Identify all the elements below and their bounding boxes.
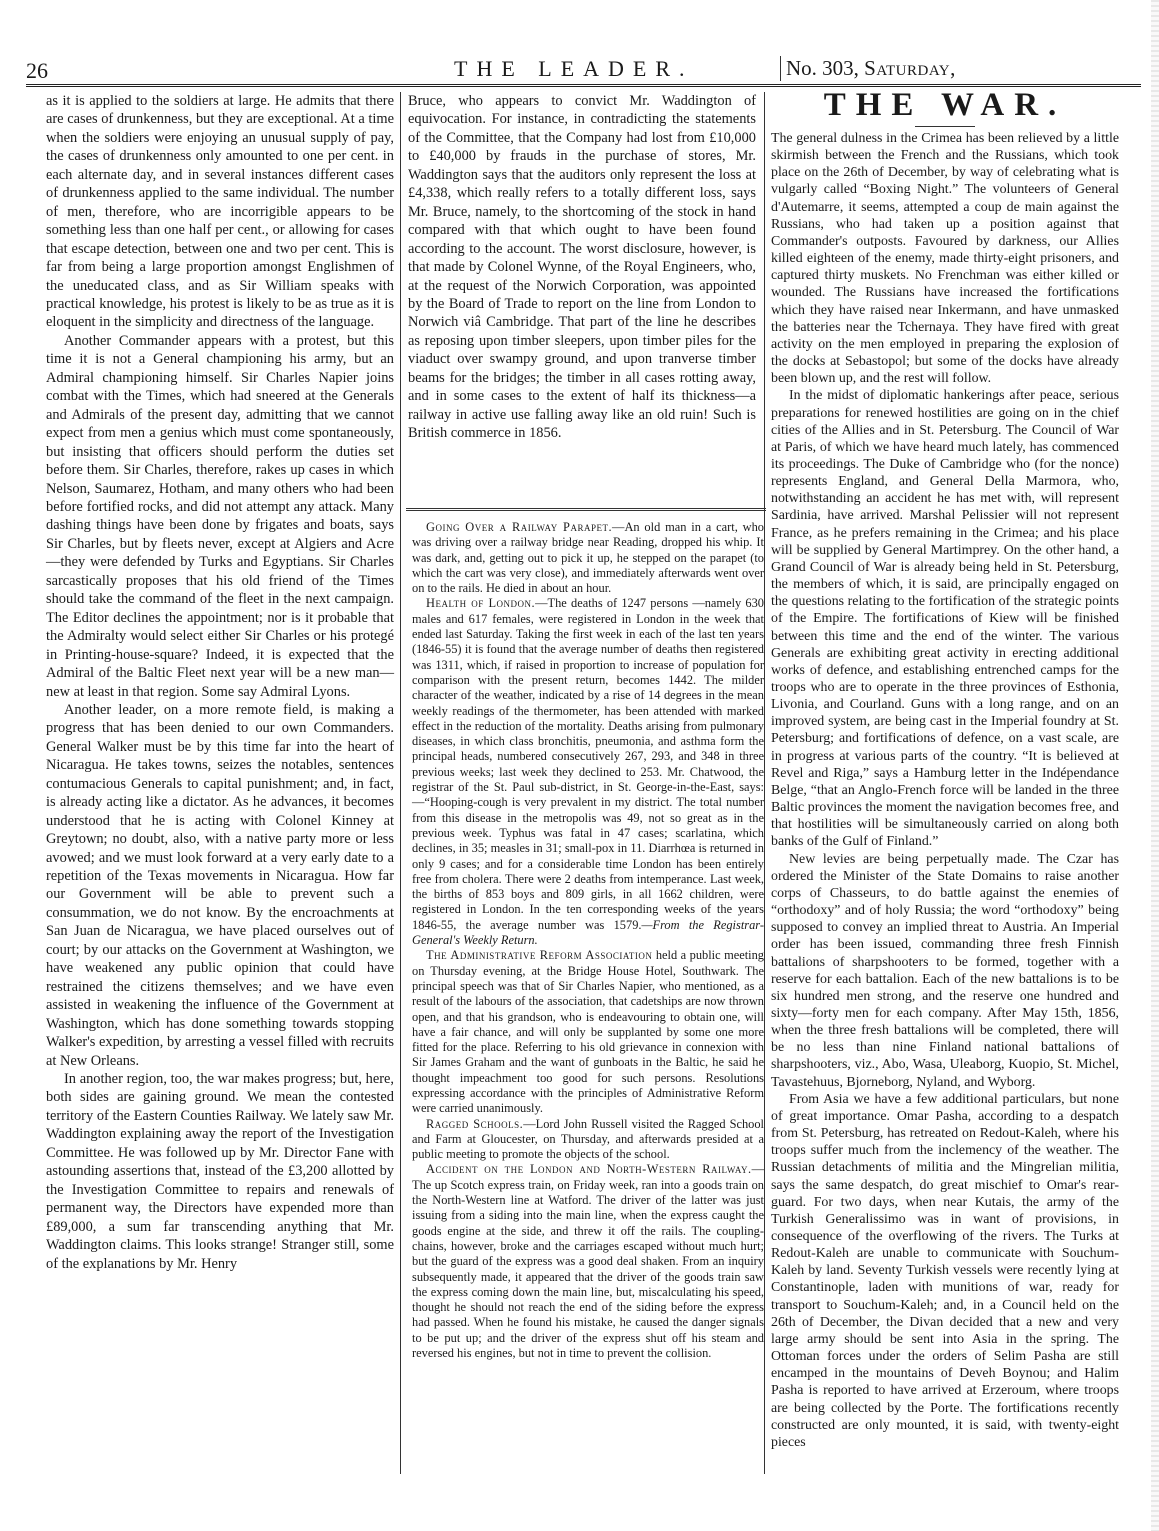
news-item-text: —Lord John Russell visited the Ragged School and Farm at Gloucester, on Thursday, and afterwards presided at a public meeting to promote the objects of the school. — [412, 1116, 764, 1162]
war-body — [771, 130, 1119, 1451]
news-item-text: —The up Scotch express train, on Friday week, ran into a goods train on the North-Western line at Watford. The driver of the latter was just issuing from a siding into the main line, when the express caught the goods engine at the side, and threw it off the rails. The coupling-chains, however, broke and the carriages escaped without much hurt; but the guard of the express was a good deal shaken. From an inquiry subsequently made, it appeared that the driver of the goods train saw the express coming down the main line, but, miscalculating his speed, thought he should not reach the end of the siding before the express had passed. When he found his mistake, he caused the danger signals to be put up; and the driver of the express shut off his steam and reversed his engines, but not in time to prevent the collision. — [412, 1162, 764, 1361]
scan-edge-artifact — [1151, 0, 1159, 1531]
news-item — [412, 1162, 764, 1361]
news-notes — [412, 520, 764, 1361]
news-item — [412, 1117, 764, 1163]
news-item-text: —The deaths of 1247 persons —namely 630 males and 617 females, were registered in London in the week that ended last Saturday. Taking the first week in each of the last ten years (1846-55) it is found that the average number of deaths then registered was 1311, which, if raised in proportion to increase of population for comparison with the present return, becomes 1442. The milder character of the weather, indicated by a rise of 14 degrees in the mean weekly readings of the thermometer, has been attended with marked effect in the reduction of the mortality. Deaths arising from pulmonary diseases, in which class bronchitis, pneumonia, and asthma form the principal heads, numbered consecutively 267, 293, and 348 in three previous weeks; last week they declined to 253. Mr. Chatwood, the registrar of the St. Paul sub-district, in St. George-in-the-East, says:—“Hooping-cough is very prevalent in my district. The total number from this disease in the metropolis was 49, not so great as in the previous week. Typhus was fatal in 47 cases; scarlatina, which declines, in 35; measles in 31; small-pox in 11. Diarrhœa is returned in only 9 cases; and for a considerable time London has been entirely free from cholera. There were 2 deaths from intemperance. Last week, the births of 853 boys and 809 girls, in all 1662 children, were registered in London. In the ten corresponding weeks of the years 1846-55, the average number was 1579. — [412, 596, 764, 932]
article-paragraph: In another region, too, the war makes progress; but, here, both sides are gaining ground. We mean the contested territory of the Eastern Counties Railway. We lately saw Mr. Waddington explaining away the report of the Investigation Committee. He was followed up by Mr. Director Fane with astounding assertions that, instead of the £3,200 allotted by the Investigation Committee to repairs and renewals of permanent way, the Directors have expended more than £89,000, a sum far transcending anything that Mr. Waddington claims. This looks strange! Stranger still, some of the explanations by Mr. Henry — [46, 1071, 394, 1272]
column-editorial — [46, 92, 394, 1273]
article-paragraph: Another Commander appears with a protest, but this time it is not a General championing his army, but an Admiral championing himself. Sir Charles Napier joins combat with the Times, which had sneered at the Generals and Admirals of the present day, admitting that we cannot expect from men a genius which must come spontaneously, but insisting that officers should perform the duties set before them. Sir Charles, therefore, rakes up cases in which Nelson, Saumarez, Hotham, and many others who had been before fortified rocks, and did not attempt any attack. Many dashing things have been done by frigates and boats, says Sir Charles, but by fleets never, except at Algiers and Acre—they were defended by Turks and Egyptians. Sir Charles sarcastically proposes that his old friend of the Times should take the command of the fleet in the next campaign. The Editor declines the appointment; nor is it probable that the Admiralty would select either Sir Charles or his protegé in Printing-house-square? Indeed, it is expected that the Admiral of the Baltic Fleet next year will be a new man—new at least in that region. Some say Admiral Lyons. — [46, 332, 394, 700]
column-the-war — [771, 87, 1119, 1451]
news-item — [412, 520, 764, 596]
issue-info — [780, 56, 956, 81]
article-paragraph: From Asia we have a few additional particulars, but none of great importance. Omar Pasha, according to a despatch from St. Petersburg, has retreated on Redout-Kaleh, where his troops suffer much from the inclemency of the weather. The Russian detachments of militia and the Mingrelian militia, says the same despatch, do great mischief to Omar's rear-guard. For two days, when near Kutais, the army of the Turkish Generalissimo was in want of provisions, in consequence of the overflowing of the rivers. The Turks at Redout-Kaleh are unable to communicate with Souchum-Kaleh by land. Seventy Turkish vessels were recently lying at Constantinople, laden with munitions of war, ready for transport to Souchum-Kaleh; and, in a Council held on the 26th of December, the Divan decided that a new and very large army should be sent into Asia in the spring. The Ottoman forces under the orders of Selim Pasha are still encamped in the mountains of Deveh Boynou; and Halim Pasha is reported to have arrived at Erzeroum, where troops are being collected by the Porte. The fortifications recently constructed are only mounted, it is said, with twenty-eight pieces — [771, 1091, 1119, 1450]
issue-day: Saturday, — [864, 56, 956, 80]
news-item-source: —From the Registrar-General's Weekly Return. — [412, 917, 764, 948]
newspaper-title: THE LEADER. — [454, 56, 694, 81]
news-item — [412, 948, 764, 1116]
news-item-text: —An old man in a cart, who was driving over a railway bridge near Reading, dropped his whip. It was dark, and, getting out to pick it up, he stepped on the parapet (to which the cart was very close), and immediately afterwards went over on to the rails. He died in about an hour. — [412, 520, 764, 596]
article-paragraph: In the midst of diplomatic hankerings after peace, serious preparations for renewed hostilities are going on in the chief cities of the Allies and in St. Petersburg. The Council of War at Paris, of which we have heard much lately, has commenced its proceedings. The Duke of Cambridge who (for the nonce) represents England, and General Della Marmora, who, notwithstanding an accident he has met with, will represent Sardinia, have arrived. Marshal Pelissier will not represent France, as he prefers remaining in the Crimea; and his place will be supplied by General Martimprey. On the other hand, a Grand Council of War is already being held in St. Petersburg, the members of which, it is said, are principally engaged on the questions relating to the fortification of the strategic points of the Empire. The fortifications of Kiew will be finished between this time and the end of the winter. The various Generals are exhibiting great activity in erecting additional works of defence, and establishing entrenched camps for the troops who are to operate in the three provinces of Esthonia, Livonia, and Courland. Guns with a long range, and on an improved system, are being cast in the Imperial foundry at St. Petersburg; and fortifications of defence, on a vast scale, are in progress at various parts of the country. “It is believed at Revel and Riga,” says a Hamburg letter in the Indépendance Belge, “that an Anglo-French force will be landed in the three Baltic provinces the moment the navigation becomes free, and that hostilities will be simultaneously carried on along both banks of the Gulf of Finland.” — [771, 388, 1119, 850]
article-paragraph: Bruce, who appears to convict Mr. Waddington of equivocation. For instance, in contradicting the statements of the Committee, that the Company had lost from £10,000 to £40,000 by frauds in the purchase of stores, Mr. Waddington says that the auditors only represent the loss at £4,338, which really refers to a totally different loss, says Mr. Bruce, namely, to the shortcoming of the stock in hand compared with that which ought to have been found according to the account. The worst disclosure, however, is that made by Colonel Wynne, of the Royal Engineers, who, at the request of the Norwich Corporation, was appointed by the Board of Trade to report on the line from London to Norwich viâ Cambridge. That part of the line he describes as reposing upon timber sleepers, upon timber piles for the viaduct over swampy ground, and upon tranverse timber beams for the bridges; the timber in all cases rotting away, and in some cases to the extent of half its thickness—a railway in active use falling away like an old ruin! Such is British commerce in 1856. — [408, 93, 756, 442]
section-heading-the-war: THE WAR. — [823, 87, 1067, 123]
news-item-heading: Health of London. — [426, 596, 536, 611]
article-paragraph: The general dulness in the Crimea has been relieved by a little skirmish between the French and the Russians, which took place on the 26th of December, by way of celebrating what is vulgarly called “Boxing Night.” The volunteers of General d'Autemarre, it seems, attempted a coup de main against the Russians, who had taken up a position against that Commander's outposts. Favoured by darkness, our Allies killed eighteen of the enemy, made thirty-eight prisoners, and captured thirty muskets. No Frenchman was either killed or wounded. The Russians have increased the fortifications which they have raised near Inkermann, and have unmasked the batteries near the Tchernaya. They have fired with great activity on the men employed in preparing the explosion of the docks at Sebastopol; but some of the docks have already been blown up, and the rest will follow. — [771, 131, 1119, 387]
masthead — [26, 52, 1136, 82]
news-item-heading: The Administrative Reform Association — [426, 948, 653, 963]
column-divider — [400, 92, 401, 1474]
issue-number: No. 303, — [786, 56, 859, 80]
heading-rule — [915, 126, 975, 127]
news-item-heading: Going Over a Railway Parapet. — [426, 520, 613, 534]
news-item-heading: Ragged Schools. — [426, 1116, 524, 1131]
article-paragraph: New levies are being perpetually made. The Czar has ordered the Minister of the State Domains to raise another corps of Chasseurs, to do battle against the enemies of “orthodoxy” and of holy Russia; the word “orthodoxy” being supposed to convey an implied threat to Austria. An Imperial order has been issued, commanding three fresh Finnish battalions of sharpshooters to be formed, together with a reserve for each battalion. Each of the new battalions is to be six hundred men strong, and the reserve one hundred and sixty—forty men for each company. After May 15th, 1856, when the three fresh battalions will be completed, there will be no less than nine Finland national battalions of sharpshooters, viz., Abo, Wasa, Uleaborg, Kuopio, St. Michel, Tavastehuus, Bjorneborg, Nyland, and Wyborg. — [771, 851, 1119, 1090]
news-item-heading: Accident on the London and North-Western Railway. — [426, 1162, 752, 1177]
article-paragraph: as it is applied to the soldiers at large. He admits that there are cases of drunkenness, but they are exceptional. At a time when the soldiers were enjoying an unusual supply of pay, the cases of drunkenness only amounted to one per cent. in each alternate day, and in several instances different cases of drunkenness applied to the same individual. The number of men, therefore, who are incorrigible appears to be something less than one half per cent., or allowing for cases that escape detection, between one and two per cent. This is far from being a large proportion amongst Englishmen of the uneducated class, and as Sir William speaks with practical knowledge, his protest is likely to be as true as it is eloquent in the simplicity and directness of the language. — [46, 93, 394, 331]
section-rule — [406, 508, 766, 511]
column-divider — [764, 92, 765, 1474]
column-editorial-continued — [408, 92, 756, 443]
news-item-text: held a public meeting on Thursday evening, at the Bridge House Hotel, Southwark. The principal speech was that of Sir Charles Napier, who mentioned, as a result of the labours of the association, that cadetships are now thrown open, and that his grandson, who is endeavouring to obtain one, will have a fair chance, and will only be supplanted by some one more fitted for the place. Referring to his old grievance in connexion with Sir James Graham and the want of gunboats in the Baltic, he said he thought impeachment too good for such persons. Resolutions expressing accordance with the principles of Administrative Reform were carried unanimously. — [412, 948, 764, 1116]
news-item — [412, 596, 764, 948]
article-paragraph: Another leader, on a more remote field, is making a progress that has been denied to our own Commanders. General Walker must be by this time far into the heart of Nicaragua. He takes towns, seizes the notables, sentences contumacious Generals to capital punishment; and, in fact, is already acting like a dictator. As he advances, it becomes understood that he is acting with Colonel Kinney at Greytown; no doubt, also, with a native party more or less avowed; and we must look forward at a very early date to a repetition of the Texas movements in Nicaragua. How far our Government will be able to prevent such a consummation, we do not know. By the encroachments at San Juan de Nicaragua, we have placed ourselves out of court; by our attacks on the Government at Washington, we have weakened any public opinion that could have restrained the citizens themselves; and we have even assisted in weakening the influence of the Government at Washington, which has done something towards stopping Walker's expedition, by arresting a vessel filled with recruits at New Orleans. — [46, 701, 394, 1069]
page-number: 26 — [26, 58, 48, 83]
